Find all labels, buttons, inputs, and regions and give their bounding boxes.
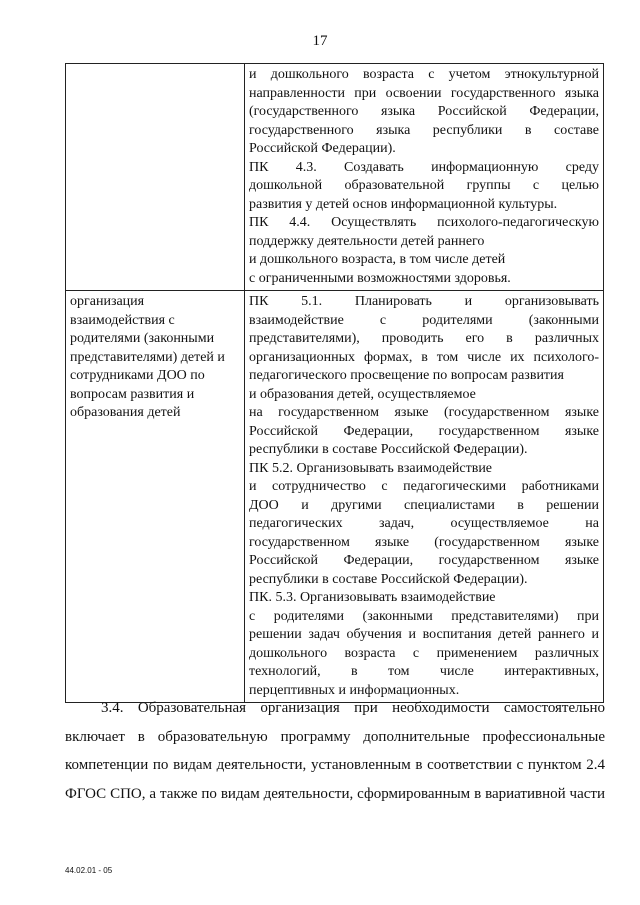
text-line: организация: [70, 294, 145, 309]
text-line: родителями (законными: [70, 331, 215, 346]
table-row: [66, 291, 604, 703]
text-line: государственного языка республики в составе: [249, 122, 599, 138]
text-line: дошкольного возраста с применением различных: [249, 645, 599, 661]
paragraph-3-4: [65, 694, 605, 808]
paragraph-line: компетенции по видам деятельности, установленным в соответствии с пунктом 2.4: [65, 757, 605, 773]
footer-code: 44.02.01 - 05: [65, 866, 113, 875]
paragraph-line: ФГОС СПО, а также по видам деятельности, сформированным в вариативной части: [65, 785, 605, 802]
text-line: педагогических задач, осуществляемое на: [249, 516, 599, 531]
paragraph-line: включает в образовательную программу дополнительные профессиональные: [65, 728, 605, 745]
text-line: и дошкольного возраста, в том числе детей: [249, 252, 506, 267]
text-line: с ограниченными возможностями здоровья.: [249, 270, 511, 286]
text-line: ПК 4.3. Создавать информационную среду: [249, 159, 599, 175]
text-line: поддержку деятельности детей раннего: [249, 233, 485, 249]
text-line: Российской Федерации).: [249, 141, 396, 156]
text-line: с родителями (законными представителями) при: [249, 608, 599, 624]
text-line: сотрудниками ДОО по: [70, 368, 205, 383]
text-line: Российской Федерации, государственном языке: [249, 553, 599, 568]
competency-table: [65, 63, 604, 703]
text-line: образования детей: [70, 405, 181, 420]
activity-cell: [66, 64, 245, 291]
text-line: ПК 5.1. Планировать и организовывать: [249, 294, 599, 309]
text-line: дошкольной образовательной группы с целью: [249, 178, 599, 193]
text-line: вопросам развития и: [70, 386, 195, 402]
text-line: государственном языке (государственном языке: [249, 534, 599, 550]
text-line: взаимодействие с родителями (законными: [249, 312, 599, 328]
text-line: развития у детей основ информационной культуры.: [249, 196, 558, 212]
page-number: 17: [312, 33, 328, 49]
competency-cell: [245, 64, 604, 291]
text-line: ПК. 5.3. Организовывать взаимодействие: [249, 590, 496, 605]
text-line: ДОО и другими специалистами в решении: [249, 497, 599, 513]
text-line: ПК 5.2. Организовывать взаимодействие: [249, 460, 493, 476]
text-line: перцептивных и информационных.: [249, 682, 460, 698]
text-line: взаимодействия с: [70, 312, 175, 328]
text-line: технологий, в том числе интерактивных,: [249, 664, 599, 679]
text-line: представителями) детей и: [70, 349, 225, 365]
text-line: педагогического просвещение по вопросам развития: [249, 368, 564, 383]
text-line: и дошкольного возраста с учетом этнокультурной: [249, 67, 599, 82]
competency-cell: [245, 291, 604, 703]
text-line: (государственного языка Российской Федерации,: [249, 104, 599, 119]
activity-cell: [66, 291, 245, 703]
text-line: на государственном языке (государственном языке: [249, 405, 599, 420]
table-row: [66, 64, 604, 291]
text-line: ПК 4.4. Осуществлять психолого-педагогическую: [249, 215, 599, 230]
text-line: направленности при освоении государственного языка: [249, 85, 599, 101]
text-line: Российской Федерации, государственном языке: [249, 423, 599, 439]
text-line: организационных формах, в том числе их психолого-: [249, 349, 599, 365]
paragraph-line: 3.4. Образовательная организация при необходимости самостоятельно: [101, 700, 605, 716]
text-line: решении задач обучения и воспитания детей раннего и: [249, 627, 599, 642]
text-line: республики в составе Российской Федерации).: [249, 571, 528, 587]
text-line: представителями), проводить его в различных: [249, 331, 599, 346]
text-line: республики в составе Российской Федерации).: [249, 442, 528, 457]
text-line: и сотрудничество с педагогическими работниками: [249, 479, 599, 494]
text-line: и образования детей, осуществляемое: [249, 386, 476, 402]
